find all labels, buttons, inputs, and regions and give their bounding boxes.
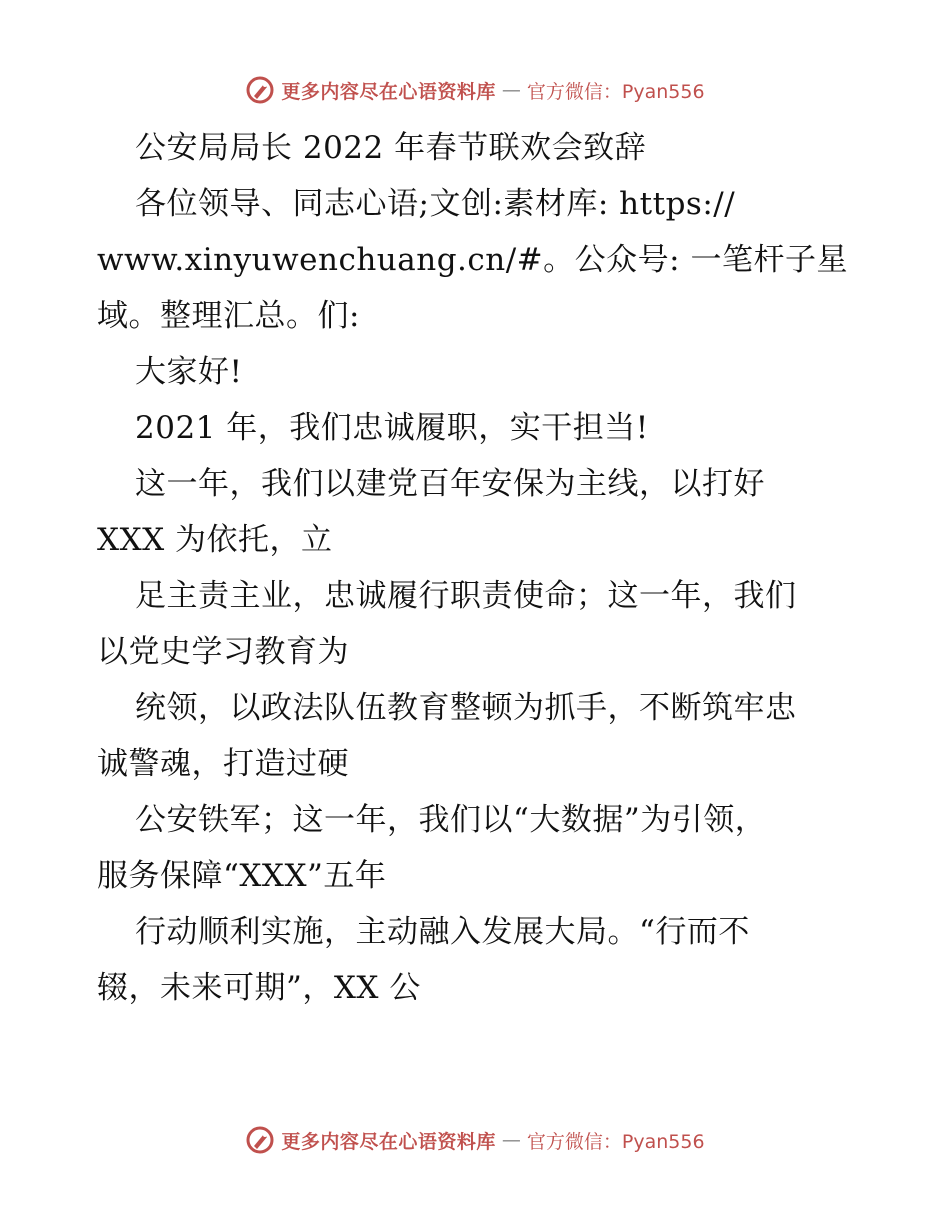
text-line: XXX 为依托，立 bbox=[97, 522, 333, 558]
text-line: 域。整理汇总。们: bbox=[97, 298, 360, 334]
header-watermark bbox=[0, 70, 950, 110]
watermark-main-text: 更多内容尽在心语资料库 bbox=[281, 1130, 496, 1153]
watermark-main-text: 更多内容尽在心语资料库 bbox=[281, 80, 496, 103]
document-title: 公安局局长 2022 年春节联欢会致辞 bbox=[135, 130, 647, 166]
text-line: 以党史学习教育为 bbox=[97, 634, 349, 670]
watermark-dash: — bbox=[501, 1129, 521, 1151]
text-line: 2021 年，我们忠诚履职，实干担当! bbox=[135, 410, 649, 446]
text-line: 各位领导、同志心语;文创:素材库: https:// bbox=[135, 186, 736, 222]
text-line: 足主责主业，忠诚履行职责使命；这一年，我们 bbox=[135, 578, 797, 614]
pen-nib-logo-icon bbox=[245, 75, 275, 105]
text-line: www.xinyuwenchuang.cn/#。公众号: 一笔杆子星 bbox=[97, 242, 848, 278]
text-line: 辍，未来可期”，XX 公 bbox=[97, 970, 421, 1006]
text-line: 统领，以政法队伍教育整顿为抓手，不断筑牢忠 bbox=[135, 690, 797, 726]
document-body bbox=[97, 120, 857, 1016]
watermark-contact-text: 官方微信：Pyan556 bbox=[526, 80, 705, 103]
text-line: 大家好! bbox=[135, 354, 243, 390]
watermark-dash: — bbox=[501, 79, 521, 101]
pen-nib-logo-icon bbox=[245, 1125, 275, 1155]
text-line: 公安铁军；这一年，我们以“大数据”为引领， bbox=[135, 802, 767, 838]
footer-watermark bbox=[0, 1120, 950, 1160]
watermark-contact-text: 官方微信：Pyan556 bbox=[526, 1130, 705, 1153]
text-line: 这一年，我们以建党百年安保为主线，以打好 bbox=[135, 466, 765, 502]
text-line: 诚警魂，打造过硬 bbox=[97, 746, 349, 782]
text-line: 行动顺利实施，主动融入发展大局。“行而不 bbox=[135, 914, 750, 950]
text-line: 服务保障“XXX”五年 bbox=[97, 858, 387, 894]
